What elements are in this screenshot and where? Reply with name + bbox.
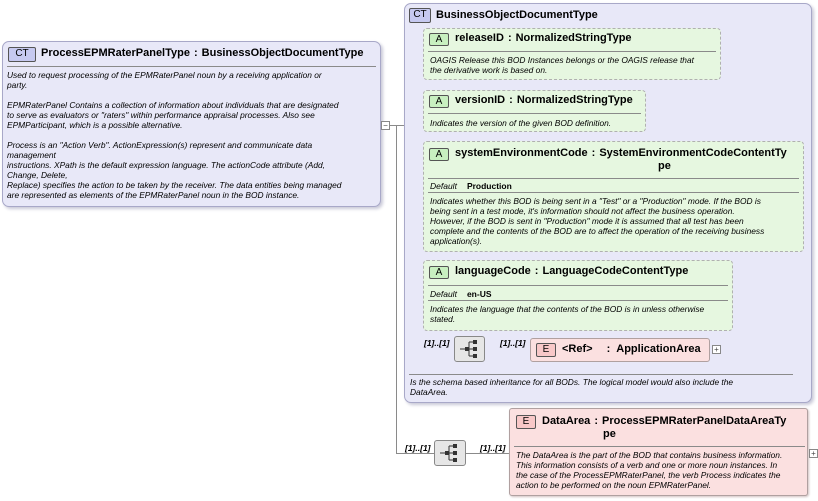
- attribute-title: systemEnvironmentCode : SystemEnvironmentCodeContentTy: [455, 147, 787, 159]
- root-title: ProcessEPMRaterPanelType : BusinessObjectDocumentType: [41, 47, 364, 59]
- element-title: <Ref> : ApplicationArea: [562, 343, 701, 355]
- sequence-multiplicity: [1]..[1]: [424, 338, 450, 348]
- connector-seq2-to-dataarea: [466, 453, 509, 454]
- applicationarea-expand-toggle[interactable]: +: [712, 345, 721, 354]
- base-documentation: Is the schema based inheritance for all BODs. The logical model would also include the DataArea.: [410, 377, 734, 397]
- attribute-releaseid[interactable]: [423, 28, 721, 80]
- root-type: BusinessObjectDocumentType: [201, 47, 364, 59]
- element-badge-icon: E: [536, 343, 556, 357]
- dataarea-expand-toggle[interactable]: +: [809, 449, 818, 458]
- attribute-documentation: Indicates whether this BOD is being sent in a "Test" or a "Production" mode. If the BOD is being sent in a test mode, it's information should not affect the business operation. However, if the BOD is sent in "Production" mode it is assumed that all test has been complete and the contents of the BOD are to affect the operation of the receiving business application(s).: [430, 196, 765, 246]
- attribute-default: Default en-US: [430, 289, 492, 299]
- attribute-divider: [428, 192, 799, 193]
- sequence-compositor[interactable]: [454, 336, 485, 362]
- element-type-wrap: pe: [603, 428, 616, 440]
- attribute-documentation: OAGIS Release this BOD Instances belongs or the OAGIS release that the derivative work is based on.: [430, 55, 694, 75]
- sequence-multiplicity: [1]..[1]: [405, 443, 431, 453]
- attribute-divider: [428, 113, 641, 114]
- element-title: DataArea : ProcessEPMRaterPanelDataAreaTy: [542, 415, 787, 427]
- element-badge-icon: E: [516, 415, 536, 429]
- attribute-divider: [428, 178, 799, 179]
- attribute-title: releaseID : NormalizedStringType: [455, 32, 632, 44]
- attribute-type-wrap: pe: [658, 160, 671, 172]
- element-documentation: The DataArea is the part of the BOD that contains business information. This information consists of a verb and one or more noun instances. In the case of the ProcessEPMRaterPanel, the verb Process indicates the action to be performed on the noun EPMRaterPanel.: [516, 450, 783, 490]
- attribute-default: Default Production: [430, 181, 512, 191]
- attribute-divider: [428, 285, 728, 286]
- sequence-icon: [435, 441, 465, 465]
- root-complex-type[interactable]: [2, 41, 381, 207]
- connector-branch-to-seq2: [396, 453, 434, 454]
- element-dataarea[interactable]: [509, 408, 808, 496]
- sequence-icon: [455, 337, 484, 361]
- base-divider: [409, 374, 793, 375]
- element-applicationarea[interactable]: [530, 338, 710, 362]
- connector-branch-vertical: [396, 125, 397, 454]
- root-documentation: Used to request processing of the EPMRaterPanel noun by a receiving application or party. EPMRaterPanel Contains a collection of information about individuals that are designated to serve as evaluators or "raters" within performance appraisal processes. Also see EPMParticipant, which is a possible alternative. Process is an "Action Verb". ActionExpression(s) represent and communicate data management instructions. XPath is the default expression language. The actionCode attribute (Add, Change, Delete, Replace) specifies the action to be taken by the receiver. The data entities being managed are represented as elements of the EPMRaterPanel noun in the BOD instance.: [7, 70, 342, 200]
- attribute-divider: [428, 300, 728, 301]
- complex-type-badge-icon: CT: [8, 47, 36, 62]
- attribute-title: languageCode : LanguageCodeContentType: [455, 265, 689, 277]
- attribute-documentation: Indicates the version of the given BOD definition.: [430, 118, 612, 128]
- attribute-languagecode[interactable]: [423, 260, 733, 331]
- element-multiplicity: [1]..[1]: [500, 338, 526, 348]
- attribute-badge-icon: A: [429, 33, 449, 46]
- attribute-title: versionID : NormalizedStringType: [455, 94, 633, 106]
- complex-type-badge-icon: CT: [409, 8, 431, 23]
- attribute-divider: [428, 51, 716, 52]
- sequence-compositor[interactable]: [434, 440, 466, 466]
- root-collapse-toggle[interactable]: −: [381, 121, 390, 130]
- attribute-badge-icon: A: [429, 266, 449, 279]
- attribute-badge-icon: A: [429, 148, 449, 161]
- attribute-documentation: Indicates the language that the contents of the BOD is in unless otherwise stated.: [430, 304, 705, 324]
- attribute-systemenvironmentcode[interactable]: [423, 141, 804, 252]
- attribute-versionid[interactable]: [423, 90, 646, 132]
- connector-branch-to-base: [396, 125, 404, 126]
- base-name: BusinessObjectDocumentType: [436, 9, 598, 21]
- attribute-badge-icon: A: [429, 95, 449, 108]
- root-name: ProcessEPMRaterPanelType: [41, 47, 190, 59]
- root-divider: [7, 66, 376, 67]
- element-multiplicity: [1]..[1]: [480, 443, 506, 453]
- element-divider: [514, 446, 805, 447]
